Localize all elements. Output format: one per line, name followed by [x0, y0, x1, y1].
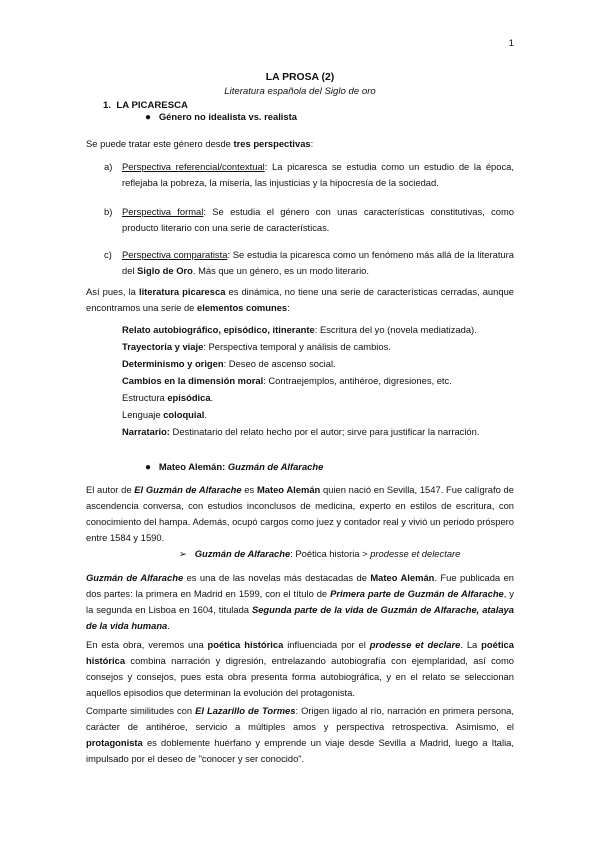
para-text: . La	[460, 639, 482, 650]
author-paragraph	[86, 482, 514, 546]
para-bold-italic: Segunda parte de la vida de Guzmán de Alfarache, atalaya de la vida humana	[86, 604, 514, 631]
element-text: : Deseo de ascenso social.	[223, 358, 336, 369]
bullet-italic: Guzmán de Alfarache	[227, 461, 324, 472]
lazarillo-paragraph	[86, 703, 514, 767]
para-text: , y la segunda en Lisboa en 1604, titulada	[86, 588, 514, 615]
list-item	[122, 372, 479, 389]
intro-paragraph	[86, 136, 313, 152]
arrow-icon: ➢	[179, 548, 187, 559]
para-text: es doblemente huérfano y emprende un viaje desde Sevilla a Madrid, luego a Italia, impulsado por el deseo de "conocer y ser conocido".	[86, 737, 514, 764]
perspective-text: : La picaresca se estudia como un estudio de la época, reflejaba la pobreza, la miseria, las injusticias y la hipocresía de la sociedad.	[122, 161, 514, 188]
arrow-italic: prodesse et delectare	[370, 548, 461, 559]
perspective-item	[122, 204, 514, 236]
para-text: es	[241, 484, 257, 495]
section-number: 1.	[103, 100, 112, 111]
elements-list	[122, 321, 479, 440]
list-item	[122, 389, 479, 406]
para-bold-italic: prodesse et declare	[369, 639, 461, 650]
arrow-item	[179, 546, 460, 562]
para-text: El autor de	[86, 484, 135, 495]
perspective-text: : Se estudia el género con unas características constitutivas, como producto literario con una serie de características.	[122, 206, 514, 233]
para-text: En esta obra, veremos una	[86, 639, 208, 650]
list-item	[122, 338, 479, 355]
element-text: : Perspectiva temporal y análisis de cambios.	[203, 341, 391, 352]
para-bold: poética histórica	[86, 639, 514, 666]
para-bold-italic: Guzmán de Alfarache	[86, 572, 184, 583]
perspective-term: Perspectiva referencial/contextual	[122, 161, 265, 172]
intro-colon: :	[310, 138, 314, 149]
perspective-bold: Siglo de Oro	[137, 265, 193, 276]
page-subtitle: Literatura española del Siglo de oro	[224, 86, 376, 97]
bullet-item	[145, 109, 297, 126]
element-term: Trayectoria y viaje	[122, 341, 204, 352]
perspective-text: : Se estudia la picaresca como un fenómeno más allá de la literatura del	[122, 249, 514, 276]
intro-text: Se puede tratar este género desde	[86, 138, 234, 149]
poetica-paragraph	[86, 637, 514, 701]
summary-colon: :	[287, 302, 290, 313]
para-text: .	[167, 620, 170, 631]
summary-text: Así pues, la	[86, 286, 139, 297]
page-title: LA PROSA (2)	[265, 72, 335, 83]
list-item	[122, 355, 479, 372]
para-bold-italic: El Lazarillo de Tormes	[195, 705, 296, 716]
element-text: Estructura	[122, 392, 168, 403]
para-text: . Fue publicada en dos partes: la primera en Madrid en 1599, con el título de	[86, 572, 514, 599]
section-title: LA PICARESCA	[116, 100, 188, 111]
para-text: influenciada por el	[283, 639, 370, 650]
element-text: .	[210, 392, 214, 403]
para-bold-italic: Primera parte de Guzmán de Alfarache	[330, 588, 504, 599]
perspective-text-end: . Más que un género, es un modo literario.	[192, 265, 370, 276]
perspective-letter: c)	[104, 249, 112, 260]
para-bold: protagonista	[86, 737, 143, 748]
list-item	[122, 406, 479, 423]
para-bold-italic: El Guzmán de Alfarache	[134, 484, 242, 495]
guzman-paragraph	[86, 570, 514, 634]
bullet-icon: ●	[145, 112, 152, 123]
bullet-icon: ●	[145, 462, 152, 473]
intro-bold: tres perspectivas	[233, 138, 311, 149]
element-term: coloquial	[163, 409, 205, 420]
list-item	[122, 423, 479, 440]
bullet-text: Género no idealista vs. realista	[158, 111, 297, 122]
element-term: Determinismo y origen	[122, 358, 224, 369]
para-text: es una de las novelas más destacadas de	[183, 572, 371, 583]
summary-bold: elementos comunes	[197, 302, 288, 313]
perspective-item	[122, 247, 514, 279]
para-text: quien nació en Sevilla, 1547. Fue calígrafo de ascendencia conversa, con estudios inconclusos de medicina, experto en estilos de escritura, con conocimiento del hampa. Además, ocupó cargos como juez y contador real y vivió un periodo próspero entre 1584 y 1590.	[86, 484, 514, 543]
bullet-text: Mateo Alemán:	[158, 461, 228, 472]
arrow-bold-italic: Guzmán de Alfarache	[194, 548, 291, 559]
para-text: : Origen ligado al río, narración en primera persona, carácter de antihéroe, servicio a múltiples amos y perspectiva retrospectiva. Asimismo, el	[86, 705, 515, 732]
element-term: Narratario:	[122, 426, 170, 437]
perspective-term: Perspectiva formal	[122, 206, 204, 217]
arrow-text: : Poética historia >	[290, 548, 371, 559]
bullet-item	[145, 459, 323, 476]
para-bold: Mateo Alemán	[256, 484, 321, 495]
element-term: Cambios en la dimensión moral	[122, 375, 264, 386]
element-text: Destinatario del relato hecho por el autor; sirve para justificar la narración.	[169, 426, 480, 437]
para-text: combina narración y digresión, entrelazando autobiografía con ejemplaridad, así como consejos y consejos, pues esta obra presenta forma autobiográfica, y en el relato se seleccionan aquellos episodios que determinan la evolución del protagonista.	[86, 655, 514, 698]
perspective-item	[122, 159, 514, 191]
summary-text: es dinámica, no tiene una serie de características cerradas, aunque encontramos una serie de	[86, 286, 515, 313]
element-text: Lenguaje	[122, 409, 164, 420]
perspective-letter: a)	[104, 161, 113, 172]
summary-paragraph	[86, 284, 514, 316]
para-text: Comparte similitudes con	[86, 705, 196, 716]
perspective-term: Perspectiva comparatista	[122, 249, 228, 260]
element-term: Relato autobiográfico, episódico, itinerante	[122, 324, 315, 335]
page-number: 1	[508, 38, 514, 49]
element-text: .	[204, 409, 207, 420]
summary-bold: literatura picaresca	[138, 286, 226, 297]
para-bold: poética histórica	[207, 639, 284, 650]
element-term: episódica	[167, 392, 211, 403]
element-text: : Contraejemplos, antihéroe, digresiones, etc.	[263, 375, 452, 386]
list-item	[122, 321, 479, 338]
element-text: : Escritura del yo (novela mediatizada).	[314, 324, 477, 335]
perspective-letter: b)	[104, 206, 113, 217]
para-bold: Mateo Alemán	[370, 572, 435, 583]
